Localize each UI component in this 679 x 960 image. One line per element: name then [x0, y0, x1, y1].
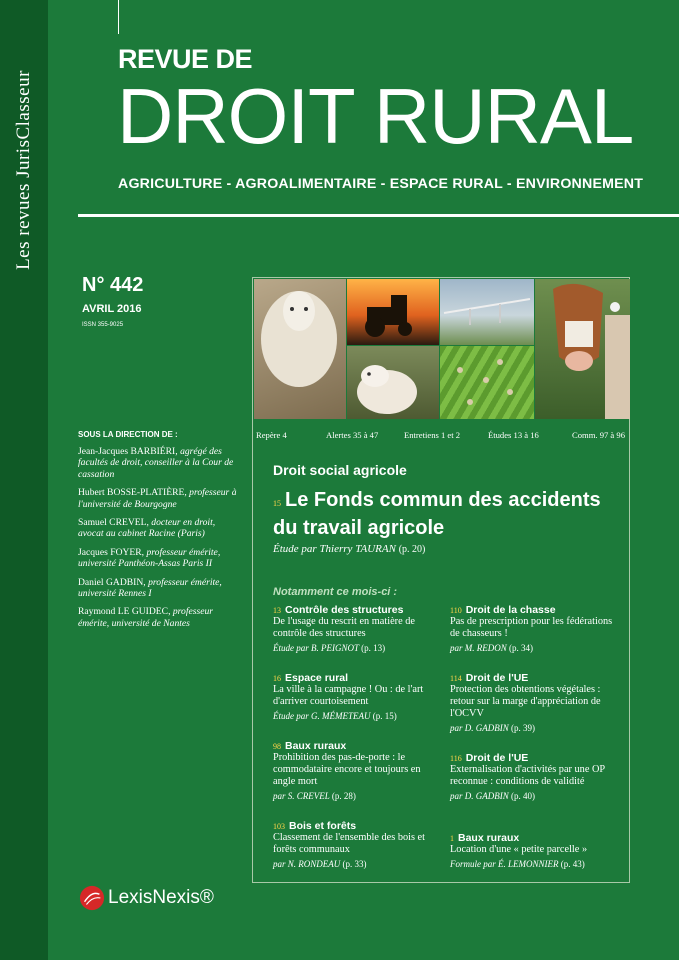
- article-item: 16 Espace rural La ville à la campagne ! Ou : de l'art d'arriver courtoisement Étude par G. MÉMETEAU (p. 15): [273, 672, 424, 721]
- director: Daniel GADBIN, professeur émérite, université Rennes I: [78, 576, 222, 600]
- masthead-rule: [78, 214, 679, 217]
- article-item: 103 Bois et forêts Classement de l'ensemble des bois et forêts communaux par N. RONDEAU (p. 33): [273, 820, 425, 869]
- director: Jean-Jacques BARBIÉRI, agrégé des facultés de droit, conseiller à la Cour de cassation: [78, 446, 234, 480]
- lamb-photo: [347, 346, 439, 419]
- lead-rubric: Droit social agricole: [273, 462, 407, 478]
- lead-page-number: 15: [273, 499, 281, 508]
- notamment-heading: Notamment ce mois-ci :: [273, 586, 398, 598]
- tractor-photo: [347, 279, 439, 345]
- spine-title: Les revues JurisClasseur: [13, 70, 34, 270]
- masthead-line1: REVUE DE: [118, 44, 253, 74]
- top-rule: [118, 0, 119, 34]
- masthead-title: DROIT RURAL: [117, 72, 634, 160]
- article-item: 110 Droit de la chasse Pas de prescription pour les fédérations de chasseurs ! par M. REDON (p. 34): [450, 604, 613, 653]
- director: Jacques FOYER, professeur émérite, université Panthéon-Assas Paris II: [78, 546, 221, 570]
- article-item: 116 Droit de l'UE Externalisation d'activités par une OP reconnue : conditions de validité par D. GADBIN (p. 40): [450, 752, 605, 801]
- sheep-photo: [254, 279, 346, 419]
- lexisnexis-logo-icon: [78, 885, 106, 911]
- publisher-name: LexisNexis®: [108, 887, 214, 908]
- nav-comm: Comm. 97 à 96: [572, 430, 625, 440]
- nav-alertes: Alertes 35 à 47: [326, 430, 379, 440]
- lead-title: 15 Le Fonds commun des accidents du travail agricole: [273, 489, 601, 539]
- article-item: 98 Baux ruraux Prohibition des pas-de-porte : le commodataire encore et toujours en angle mort par S. CREVEL (p. 28): [273, 740, 421, 801]
- irrigation-photo: [440, 279, 534, 345]
- masthead-subtitle: AGRICULTURE - AGROALIMENTAIRE - ESPACE RURAL - ENVIRONNEMENT: [118, 176, 644, 192]
- director: Raymond LE GUIDEC, professeur émérite, université de Nantes: [78, 606, 214, 629]
- article-item: 13 Contrôle des structures De l'usage du rescrit en matière de contrôle des structures Étude par B. PEIGNOT (p. 13): [273, 604, 415, 653]
- nav-etudes: Études 13 à 16: [488, 430, 539, 440]
- issue-number: N° 442: [82, 274, 144, 296]
- direction-list: [78, 446, 238, 636]
- director: Hubert BOSSE-PLATIÈRE, professeur à l'université de Bourgogne: [78, 487, 237, 510]
- cover-photos: [254, 279, 630, 419]
- article-item: 114 Droit de l'UE Protection des obtentions végétales : retour sur la marge d'appréciation de l'OCVV par D. GADBIN (p. 39): [450, 672, 601, 733]
- field-photo: [440, 346, 534, 419]
- issue-date: AVRIL 2016: [82, 303, 142, 315]
- nav-repere: Repère 4: [256, 430, 287, 440]
- director: Samuel CREVEL, docteur en droit, avocat au cabinet Racine (Paris): [78, 517, 216, 540]
- lead-author: Étude par Thierry TAURAN (p. 20): [273, 543, 426, 555]
- nav-entretiens: Entretiens 1 et 2: [404, 430, 461, 440]
- cow-photo: [535, 279, 630, 419]
- direction-heading: SOUS LA DIRECTION DE :: [78, 430, 178, 439]
- issn: ISSN 355-9025: [82, 322, 124, 328]
- article-item: 1 Baux ruraux Location d'une « petite parcelle » Formule par É. LEMONNIER (p. 43): [450, 832, 588, 869]
